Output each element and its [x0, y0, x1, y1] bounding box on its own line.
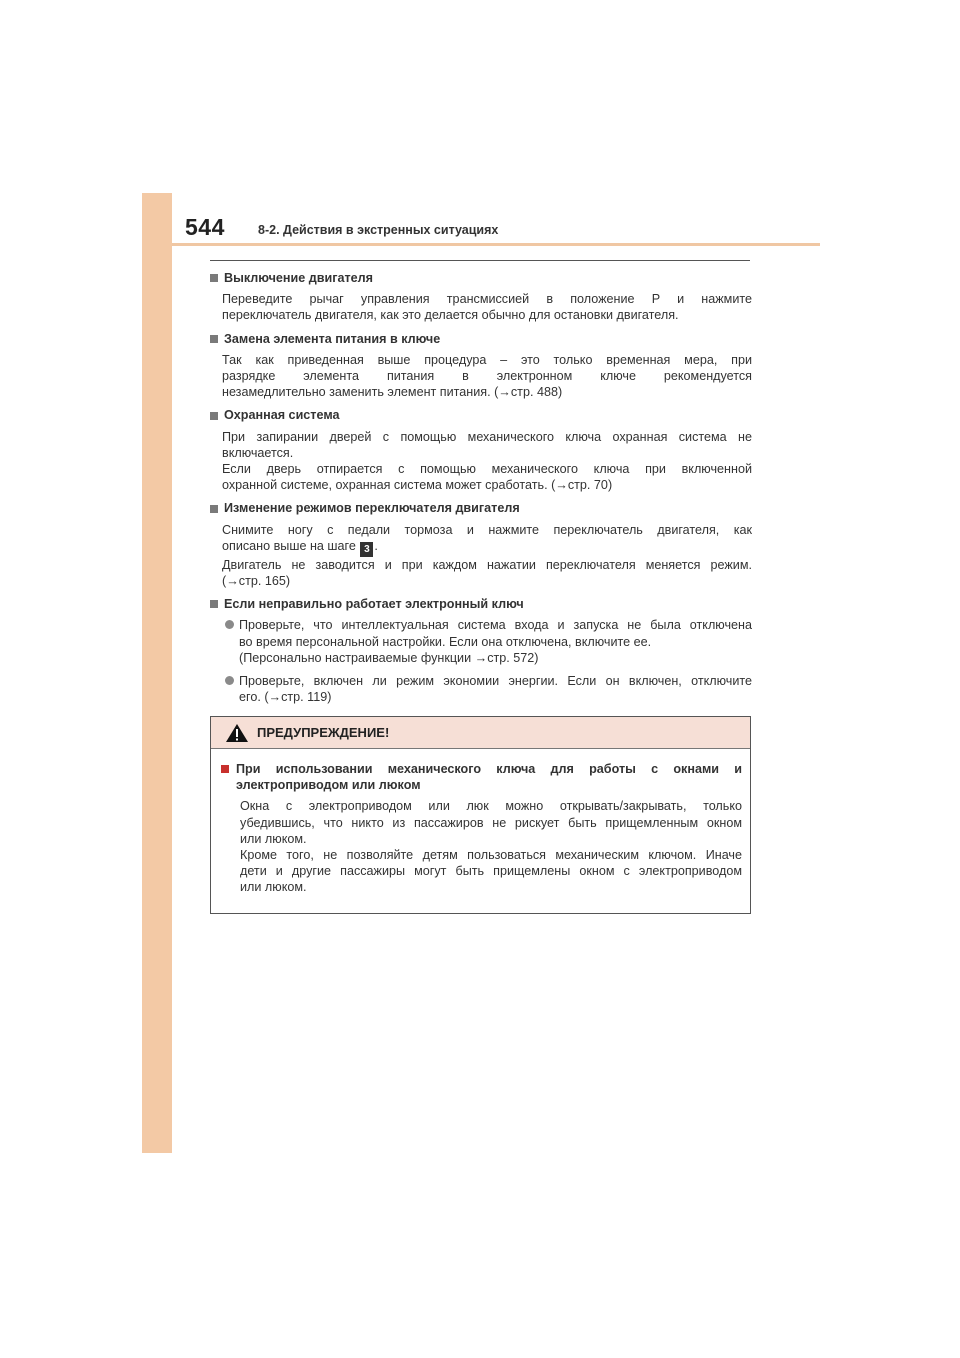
paragraph-line: Снимите ногу с педали тормоза и нажмите переключатель двигателя, как	[222, 522, 752, 537]
paragraph-line: При использовании механического ключа для работы с окнами и	[236, 762, 742, 776]
paragraph-text: .	[374, 538, 378, 553]
warning-box	[210, 716, 751, 914]
paragraph-line: его. (→стр. 119)	[239, 690, 332, 705]
list-item	[225, 673, 752, 705]
warning-body	[211, 749, 750, 896]
red-square-bullet-icon	[221, 765, 229, 773]
section-heading	[210, 500, 752, 516]
section-heading	[210, 596, 752, 612]
section-paragraph	[222, 291, 752, 323]
warning-header	[211, 717, 750, 749]
paragraph-line: разрядке элемента питания в электронном ключе рекомендуется	[222, 369, 752, 384]
section-heading-text: Выключение двигателя	[224, 271, 373, 285]
paragraph-line: Проверьте, что интеллектуальная система входа и запуска не была отключена	[239, 618, 752, 633]
paragraph-line: убедившись, что никто из пассажиров не рискует быть прищемленным окном	[240, 815, 742, 830]
section-heading-text: Замена элемента питания в ключе	[224, 331, 441, 346]
main-content	[210, 270, 752, 712]
paragraph-line: Окна с электроприводом или люк можно открывать/закрывать, только	[240, 799, 742, 814]
paragraph-line: Кроме того, не позволяйте детям пользоваться механическим ключом. Иначе	[240, 848, 742, 863]
paragraph-line: дети и другие пассажиры могут быть прищемлены окном с электроприводом	[240, 864, 742, 879]
warning-heading	[221, 761, 742, 793]
list-item-text	[239, 617, 752, 666]
warning-paragraph	[240, 798, 742, 895]
section-paragraph	[222, 522, 752, 590]
header-divider	[172, 243, 820, 246]
paragraph-line: При запирании дверей с помощью механического ключа охранная система не	[222, 429, 752, 444]
paragraph-line	[222, 538, 752, 557]
paragraph-line: (Персонально настраиваемые функции →стр. 572)	[239, 650, 539, 665]
section-heading-text: Изменение режимов переключателя двигателя	[224, 501, 520, 516]
circle-bullet-icon	[225, 620, 234, 629]
paragraph-line: или люком.	[240, 880, 307, 895]
section-heading-text: Охранная система	[224, 408, 340, 423]
page-number: 544	[185, 214, 225, 240]
section-heading	[210, 331, 752, 347]
square-bullet-icon	[210, 335, 218, 343]
paragraph-line: во время персональной настройки. Если она отключена, включите ее.	[239, 634, 652, 649]
paragraph-text: описано выше на шаге	[222, 538, 360, 553]
list-item	[225, 617, 752, 666]
paragraph-line: незамедлительно заменить элемент питания. (→стр. 488)	[222, 385, 563, 400]
paragraph-line: электроприводом или люком	[236, 778, 421, 793]
paragraph-line: включается.	[222, 445, 294, 460]
paragraph-line: переключатель двигателя, как это делается обычно для остановки двигателя.	[222, 308, 679, 323]
paragraph-line: охранной системе, охранная система может сработать. (→стр. 70)	[222, 478, 613, 493]
step-number-badge: 3	[360, 542, 373, 557]
paragraph-line: Проверьте, включен ли режим экономии энергии. Если он включен, отключите	[239, 674, 752, 689]
side-tab-band	[142, 193, 172, 1153]
warning-heading-text	[236, 761, 742, 793]
paragraph-line: Двигатель не заводится и при каждом нажатии переключателя меняется режим.	[222, 557, 752, 572]
paragraph-line: Переведите рычаг управления трансмиссией в положение P и нажмите	[222, 292, 752, 307]
list-item-text	[239, 673, 752, 705]
square-bullet-icon	[210, 412, 218, 420]
section-paragraph	[222, 352, 752, 401]
content-divider	[210, 260, 750, 261]
paragraph-line: (→стр. 165)	[222, 574, 291, 589]
paragraph-line: Если дверь отпирается с помощью механического ключа при включенной	[222, 462, 752, 477]
warning-title: ПРЕДУПРЕЖДЕНИЕ!	[257, 725, 390, 740]
circle-bullet-icon	[225, 676, 234, 685]
square-bullet-icon	[210, 274, 218, 282]
section-paragraph	[222, 429, 752, 494]
warning-triangle-icon	[225, 723, 249, 743]
square-bullet-icon	[210, 505, 218, 513]
section-heading-text: Если неправильно работает электронный ключ	[224, 597, 524, 612]
square-bullet-icon	[210, 600, 218, 608]
paragraph-line: или люком.	[240, 831, 307, 846]
section-title: 8-2. Действия в экстренных ситуациях	[258, 223, 499, 237]
section-heading	[210, 407, 752, 423]
section-heading	[210, 270, 752, 286]
paragraph-line: Так как приведенная выше процедура – это только временная мера, при	[222, 352, 752, 367]
